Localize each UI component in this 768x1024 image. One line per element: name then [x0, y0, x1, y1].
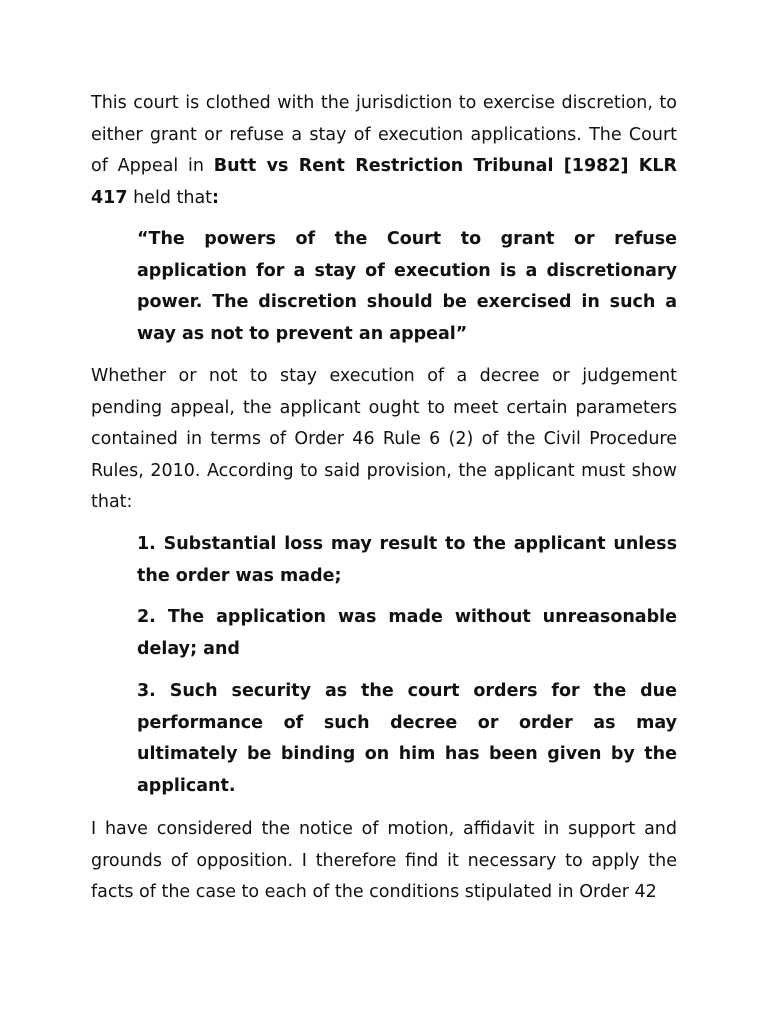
held-that-colon: :: [212, 187, 220, 208]
condition-text-2: The application was made without unreasonable delay; and: [137, 607, 678, 659]
condition-item-2: [137, 602, 677, 665]
paragraph-parameters: Whether or not to stay execution of a decree or judgement pending appeal, the applicant ought to meet certain parameters contained in terms of Order 46 Rule 6 (2) of the Civil Procedure Rules, 2010. According to said provision, the applicant must show that:: [91, 366, 677, 512]
condition-item-3: [137, 676, 677, 802]
condition-text-3: Such security as the court orders for the due performance of such decree or order as may ultimately be binding on him has been given by the applicant.: [137, 681, 677, 796]
condition-number-3: 3.: [137, 681, 156, 701]
paragraph-jurisdiction-text: This court is clothed with the jurisdiction to exercise discretion, to either grant or refuse a stay of execution applications. The Court of Appeal in: [91, 93, 677, 176]
condition-text-1: Substantial loss may result to the applicant unless the order was made;: [137, 534, 678, 586]
held-that-text: held that: [127, 187, 213, 208]
block-quote: “The powers of the Court to grant or refuse application for a stay of execution is a discretionary power. The discretion should be exercised in such a way as not to prevent an appeal”: [137, 229, 677, 344]
paragraph-jurisdiction: [91, 88, 677, 214]
condition-item-1: [137, 529, 677, 592]
paragraph-considered: I have considered the notice of motion, affidavit in support and grounds of opposition. I therefore find it necessary to apply the facts of the case to each of the conditions stipulated in Order 42: [91, 819, 677, 902]
condition-number-1: 1.: [137, 534, 156, 554]
condition-number-2: 2.: [137, 607, 156, 627]
case-citation: Butt vs Rent Restriction Tribunal [1982] KLR 417: [91, 156, 677, 208]
